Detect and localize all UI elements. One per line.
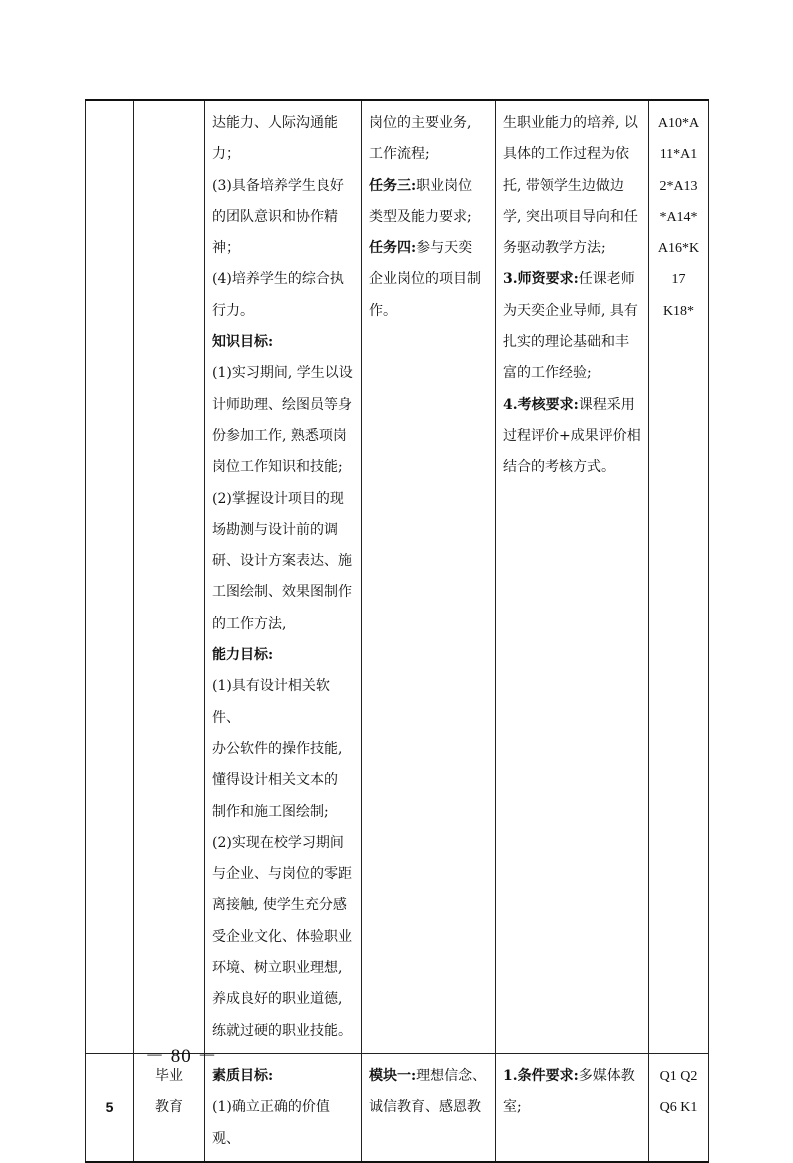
table-row-continued <box>86 100 709 1053</box>
text-line: 达能力、人际沟通能 <box>212 115 338 131</box>
line-label: 任务三: <box>369 177 417 194</box>
line-text: 具体的工作过程为依 <box>503 146 629 163</box>
code-line: 教育 <box>155 1099 183 1116</box>
text-line: 力； <box>212 146 240 163</box>
text-line: 研、设计方案表达、施 <box>212 553 352 570</box>
line-text: 过程评价+成果评价相 <box>503 427 641 444</box>
text-line <box>369 264 488 295</box>
line-text: 务驱动教学方法; <box>503 240 606 257</box>
line-text: 课程采用 <box>578 396 635 413</box>
text-line <box>369 139 488 170</box>
text-line <box>369 1092 488 1123</box>
line-text: 类型及能力要求; <box>369 208 472 225</box>
line-text: 职业岗位 <box>416 177 473 194</box>
text-line: (2)掌握设计项目的现 <box>212 490 344 507</box>
curriculum-table <box>85 99 709 1163</box>
line-text: 室; <box>503 1099 522 1116</box>
text-line: 神； <box>212 240 240 257</box>
code-line: 2*A13 <box>659 178 698 194</box>
text-line <box>503 358 641 389</box>
line-text: 为天奕企业导师, 具有 <box>503 302 638 319</box>
line-label: 1.条件要求: <box>503 1067 579 1084</box>
text-line <box>503 1061 641 1092</box>
cell-content <box>362 100 496 1053</box>
text-line: 养成良好的职业道德, <box>212 991 343 1008</box>
line-text: 扎实的理论基础和丰 <box>503 334 629 351</box>
text-line: 岗位工作知识和技能; <box>212 459 343 476</box>
line-text: 生职业能力的培养, 以 <box>503 115 638 131</box>
text-line <box>369 296 488 327</box>
line-text: 多媒体教 <box>578 1067 635 1084</box>
text-line <box>503 139 641 170</box>
text-line: (1)实习期间, 学生以设 <box>212 365 353 382</box>
line-label: 4.考核要求: <box>503 396 579 413</box>
text-line: 工图绘制、效果图制作 <box>212 584 352 601</box>
cell-requirements <box>496 100 649 1053</box>
text-line: 环境、树立职业理想, <box>212 960 343 977</box>
line-text: 托, 带领学生边做边 <box>503 177 624 194</box>
text-line <box>369 171 488 202</box>
code-line: *A14* <box>659 209 698 225</box>
text-line <box>369 1061 488 1092</box>
code-line: 17 <box>671 272 686 288</box>
cell-content <box>362 1053 496 1161</box>
text-line: (4)培养学生的综合执 <box>212 271 344 288</box>
line-text: 结合的考核方式。 <box>503 459 615 476</box>
cell-codes <box>649 1053 709 1161</box>
text-line <box>369 202 488 233</box>
text-line: 份参加工作, 熟悉项岗 <box>212 427 347 444</box>
code-line: A10*A <box>657 116 700 131</box>
line-text: 富的工作经验; <box>503 365 592 382</box>
line-text: 企业岗位的项目制 <box>369 271 481 288</box>
text-line: 能力目标: <box>212 647 274 664</box>
line-text: 工作流程; <box>369 146 430 163</box>
line-text: 学, 突出项目导向和任 <box>503 208 638 225</box>
page-number: － 80 － <box>145 1046 218 1067</box>
text-line: 懂得设计相关文本的 <box>212 772 338 789</box>
text-line: 离接触, 使学生充分感 <box>212 897 347 914</box>
text-line: 计师助理、绘图员等身 <box>212 396 352 413</box>
text-line: 的工作方法, <box>212 615 287 632</box>
cell-number <box>86 100 134 1053</box>
text-line: 的团队意识和协作精 <box>212 208 338 225</box>
text-line: (1)具有设计相关软件、 <box>212 678 330 726</box>
text-line: 办公软件的操作技能, <box>212 740 343 757</box>
line-label: 模块一: <box>369 1067 417 1084</box>
text-line: 与企业、与岗位的零距 <box>212 866 352 883</box>
text-line: 受企业文化、体验职业 <box>212 928 352 945</box>
text-line <box>503 452 641 483</box>
cell-module-name <box>134 100 205 1053</box>
text-line <box>503 264 641 295</box>
code-line: Q1 Q2 <box>659 1068 698 1084</box>
text-line: (3)具备培养学生良好 <box>212 177 344 194</box>
text-line: (1)确立正确的价值观、 <box>212 1099 330 1147</box>
text-line <box>503 233 641 264</box>
line-text: 参与天奕 <box>416 240 473 257</box>
text-line <box>369 108 488 139</box>
text-line: 素质目标: <box>212 1067 274 1084</box>
line-text: 理想信念、 <box>416 1067 487 1084</box>
text-line: 练就过硬的职业技能。 <box>212 1022 352 1039</box>
code-line: Q6 K1 <box>659 1100 698 1116</box>
text-line: 场勘测与设计前的调 <box>212 521 338 538</box>
text-line <box>503 327 641 358</box>
text-line <box>503 1092 641 1123</box>
code-line: A16*K <box>657 241 700 257</box>
text-line <box>369 233 488 264</box>
text-line: (2)实现在校学习期间 <box>212 834 344 851</box>
text-line <box>503 296 641 327</box>
code-line: 11*A1 <box>659 147 698 163</box>
text-line <box>503 171 641 202</box>
code-line: K18* <box>662 303 695 319</box>
table-row-5 <box>86 1053 709 1161</box>
cell-goals <box>205 1053 362 1161</box>
code-line: 毕业 <box>155 1067 183 1084</box>
row-number: 5 <box>86 1053 134 1161</box>
text-line <box>503 108 641 139</box>
text-line: 制作和施工图绘制; <box>212 803 329 820</box>
text-line <box>503 421 641 452</box>
cell-goals <box>205 100 362 1053</box>
line-text: 作。 <box>369 302 397 319</box>
cell-codes <box>649 100 709 1053</box>
line-text: 诚信教育、感恩教 <box>369 1099 481 1116</box>
cell-requirements <box>496 1053 649 1161</box>
cell-module-name <box>134 1053 205 1161</box>
line-label: 任务四: <box>369 240 417 257</box>
line-text: 任课老师 <box>578 271 635 288</box>
line-text: 岗位的主要业务, <box>369 115 472 131</box>
text-line: 行力。 <box>212 302 254 319</box>
text-line <box>503 390 641 421</box>
line-label: 3.师资要求: <box>503 271 579 288</box>
text-line: 知识目标: <box>212 334 274 351</box>
text-line <box>503 202 641 233</box>
